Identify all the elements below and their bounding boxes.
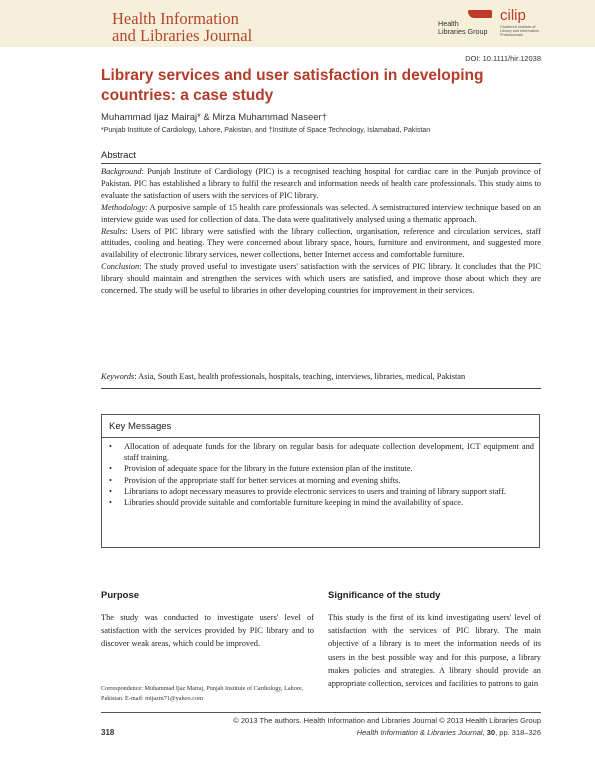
key-message-item — [109, 463, 534, 474]
correspondence-note: Correspondence: Muhammad Ijaz Mairaj, Punjab Institute of Cardiology, Lahore, Pakistan. E-mail: mijazm71@yahoo.com — [101, 685, 304, 702]
abstract-label: Results — [101, 226, 126, 236]
purpose-heading: Purpose — [101, 590, 140, 601]
hlg-logo-mark — [468, 10, 492, 18]
abstract-conclusion — [101, 261, 541, 297]
abstract-heading: Abstract — [101, 150, 136, 161]
journal-title-line1: Health Information — [112, 9, 239, 28]
affiliations: *Punjab Institute of Cardiology, Lahore, Pakistan, and †Institute of Space Technology, Islamabad, Pakistan — [101, 127, 431, 134]
journal-title-line2: and Libraries Journal — [112, 26, 253, 45]
key-messages-list — [109, 441, 534, 508]
purpose-body: The study was conducted to investigate users' level of satisfaction with the services provided by PIC library and to discover weak areas, which could be improved. — [101, 613, 314, 649]
keywords-label: Keywords — [101, 372, 135, 381]
key-message-item — [109, 475, 534, 486]
abstract-bottom-rule — [101, 388, 541, 389]
authors: Muhammad Ijaz Mairaj* & Mirza Muhammad Naseer† — [101, 112, 327, 123]
article-title: Library services and user satisfaction in developing countries: a case study — [101, 67, 484, 104]
abstract-label: Conclusion — [101, 262, 140, 272]
keywords-text: : Asia, South East, health professionals, hospitals, teaching, interviews, libraries, medical, Pakistan — [134, 372, 466, 381]
key-message-text: Librarians to adopt necessary measures to provide electronic services to users and training of library support staff. — [124, 486, 506, 496]
key-messages-box — [101, 414, 540, 548]
bullet-icon: • — [109, 442, 112, 451]
bullet-icon: • — [109, 464, 112, 474]
cilip-logo — [500, 8, 548, 44]
journal-title — [112, 10, 312, 44]
cilip-logo-word: cilip — [500, 7, 526, 24]
abstract-text: : A purposive sample of 15 health care professionals was selected. A semistructured interview technique based on an interview guide was used for collection of data. The data were qualitatively analysed using a thematic approach. — [101, 202, 541, 224]
significance-heading: Significance of the study — [328, 590, 441, 601]
key-message-item — [109, 441, 534, 463]
key-message-item — [109, 486, 534, 497]
abstract-body — [101, 166, 541, 297]
bullet-icon: • — [109, 475, 112, 485]
significance-section — [328, 590, 541, 690]
abstract-text: : The study proved useful to investigate users' satisfaction with the services of PIC library. It concludes that the PIC library should maintain and strengthen the services with which users are satisfied, and improve those about which they are concerned. The study will be useful to libraries in other developing countries for improvement in their services. — [101, 262, 541, 296]
bullet-icon: • — [109, 486, 112, 496]
key-messages-rule — [102, 437, 539, 438]
key-message-text: Provision of adequate space for the library in the future extension plan of the institute. — [124, 464, 413, 474]
abstract-top-rule — [101, 163, 541, 164]
citation-journal: Health Information & Libraries Journal — [356, 728, 483, 737]
page-number: 318 — [101, 728, 115, 737]
keywords — [101, 371, 541, 382]
footer-rule — [101, 712, 541, 713]
citation-line: Health Information & Libraries Journal, 30, pp. 318–326 — [356, 728, 541, 737]
key-message-item — [109, 497, 534, 508]
key-message-text: Allocation of adequate funds for the library on regular basis for adequate collection development, ICT equipment and staff training. — [124, 442, 534, 463]
abstract-results — [101, 226, 541, 262]
abstract-text: : Users of PIC library were satisfied with the library collection, organisation, reference and circulation services, staff attitudes, cooling and heating. They were concerned about library space, hours, furniture and environment, and suggested more availability of electronic library services, newer collections, better Internet access and comfortable furniture. — [101, 226, 541, 260]
abstract-background — [101, 166, 541, 202]
copyright-line: © 2013 The authors. Health Information and Libraries Journal © 2013 Health Libraries Group — [233, 716, 541, 725]
abstract-methodology — [101, 202, 541, 226]
purpose-section — [101, 590, 314, 651]
abstract-label: Methodology — [101, 202, 146, 212]
abstract-label: Background — [101, 167, 142, 176]
key-message-text: Provision of the appropriate staff for better services at morning and evening shifts. — [124, 475, 401, 485]
key-messages-heading: Key Messages — [109, 421, 172, 432]
cilip-logo-subtitle: Chartered Institute of Library and Information Professionals — [500, 25, 540, 38]
citation-volume: 30 — [486, 728, 496, 737]
doi: DOI: 10.1111/hir.12038 — [465, 54, 541, 63]
health-libraries-group-logo — [438, 12, 496, 42]
citation-pages: , pp. 318–326 — [495, 728, 541, 737]
key-message-text: Libraries should provide suitable and comfortable furniture keeping in mind the availability of space. — [124, 498, 464, 508]
bullet-icon: • — [109, 498, 112, 508]
abstract-text: : Punjab Institute of Cardiology (PIC) is a recognised teaching hospital for cardiac care in the Punjab province of Pakistan. PIC has established a library to fulfil the research and information needs of health care professionals. This study aims to evaluate the satisfaction of users with the services of PIC library. — [101, 167, 541, 200]
hlg-logo-text: Health Libraries Group — [438, 19, 488, 37]
significance-body: This study is the first of its kind investigating users' level of satisfaction with the services of PIC library. The main objective of a library is to meet the information needs of its users in the best possible way and for this purpose, a library makes policies and strategies. A library should provide an appropriate collection, services and facilities to patrons to gain — [328, 613, 541, 689]
